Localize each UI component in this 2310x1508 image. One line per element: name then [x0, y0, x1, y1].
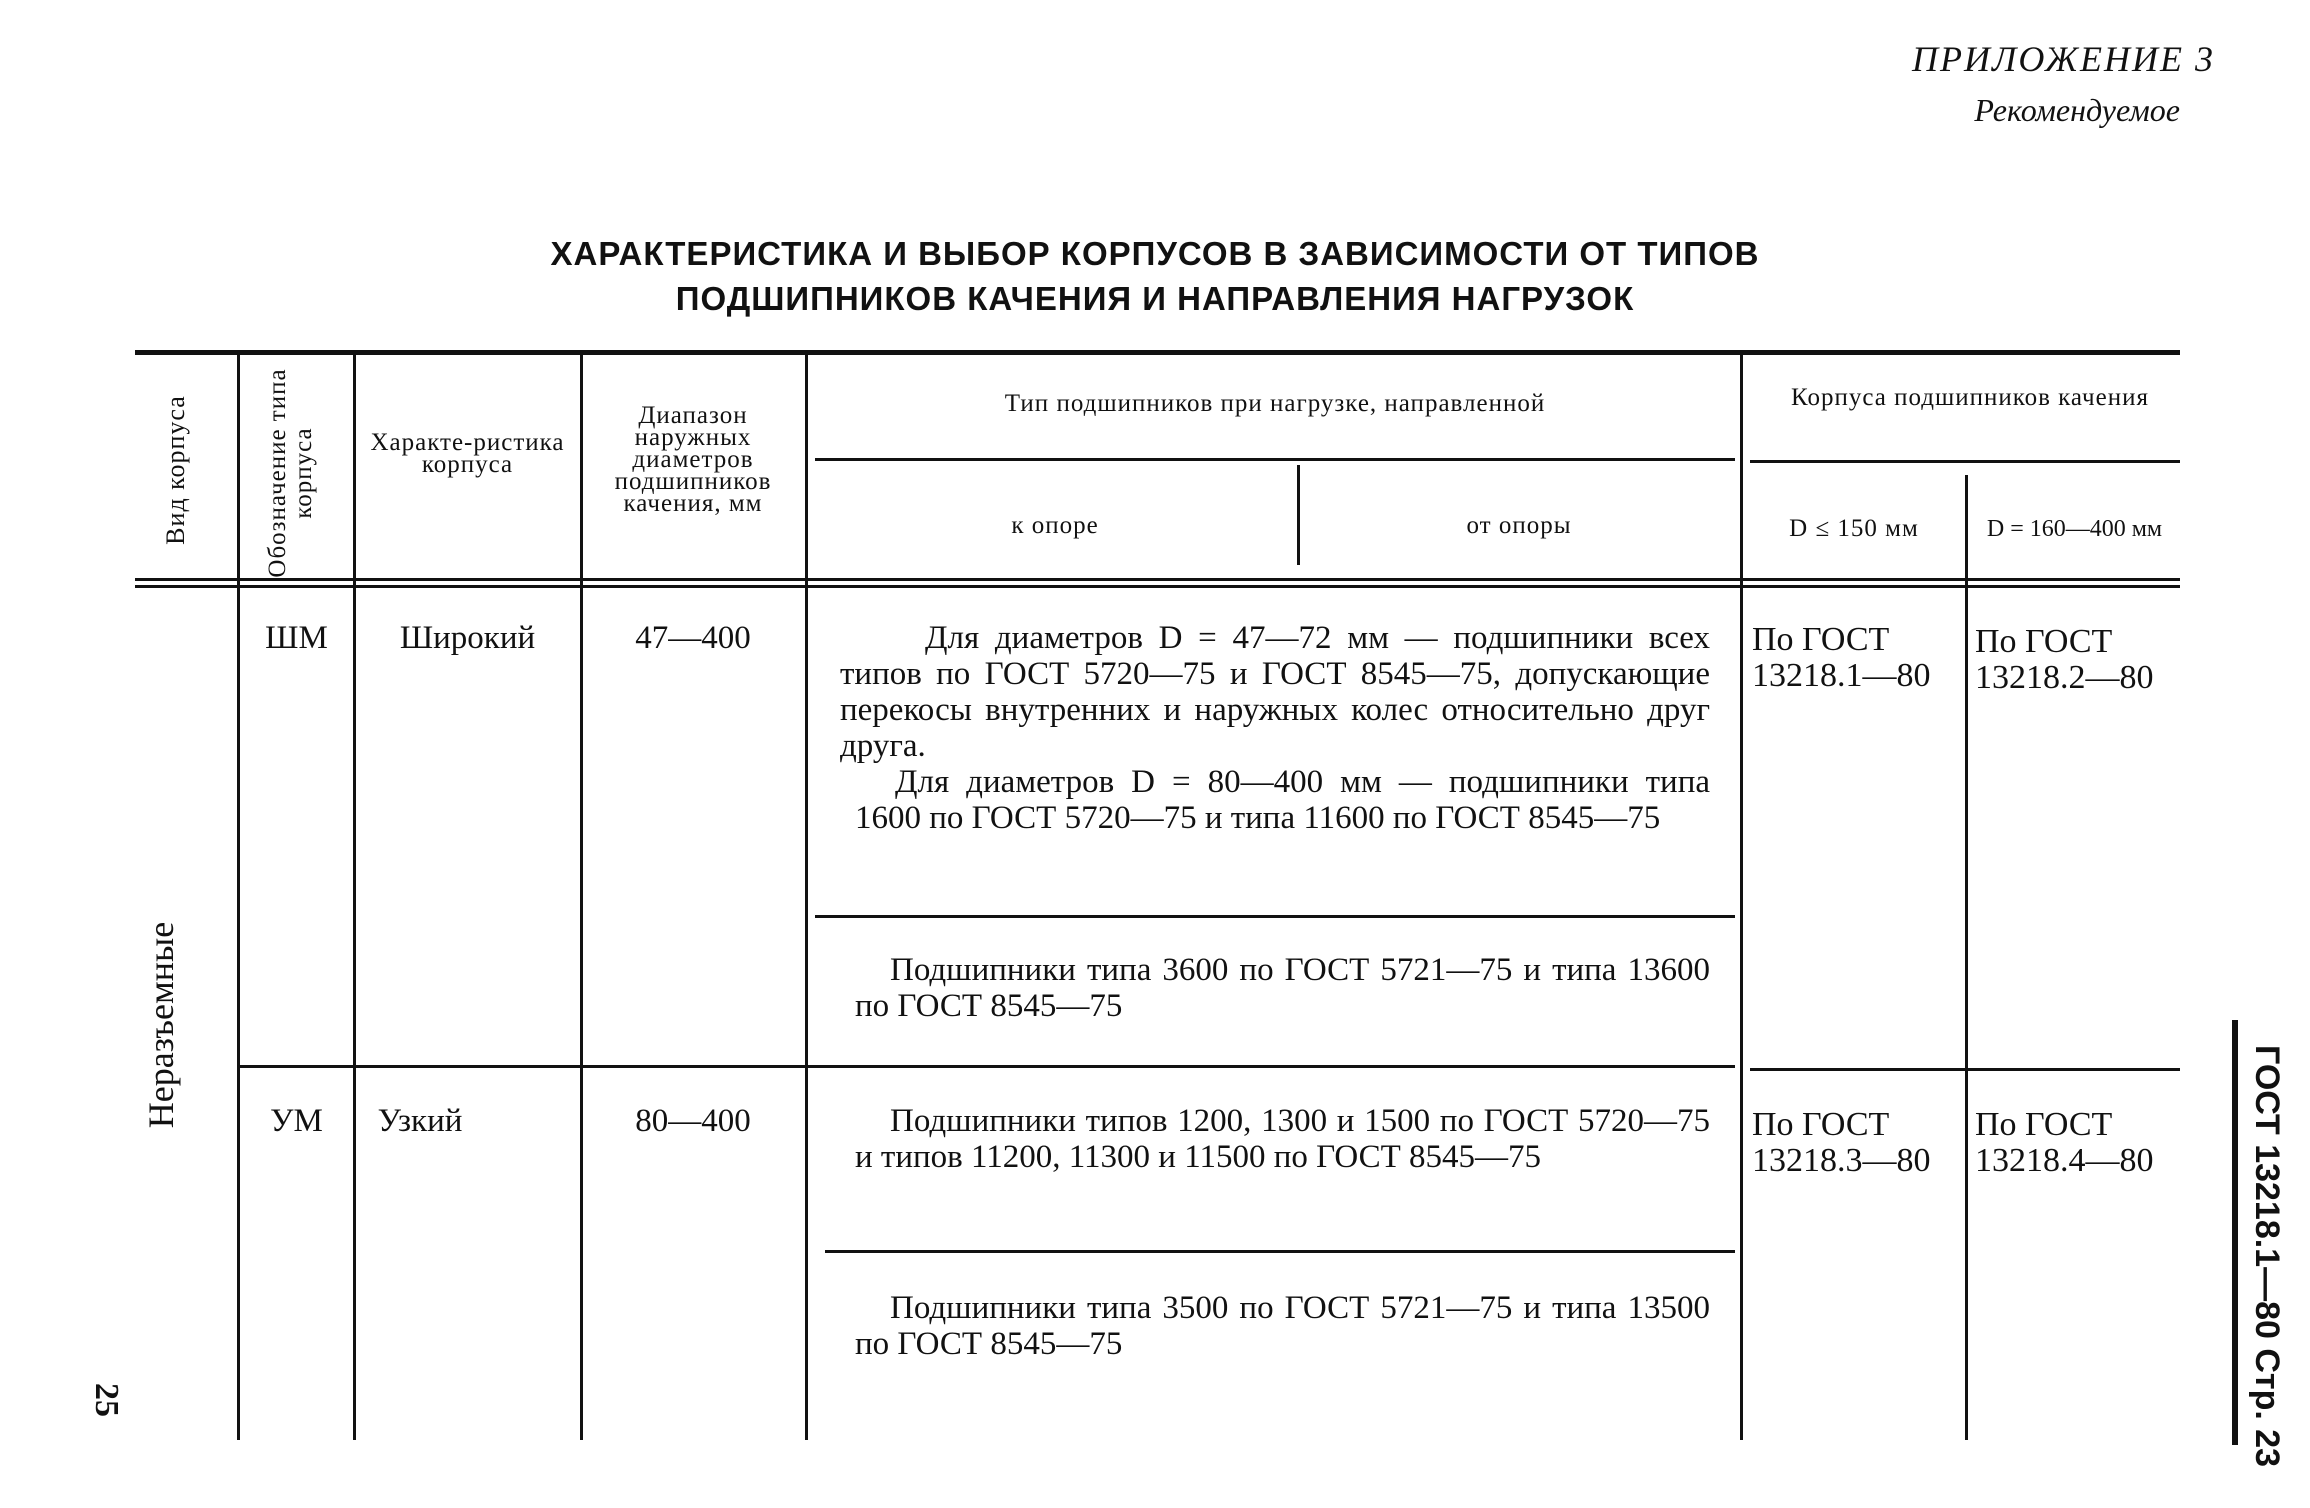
rule-row-divider — [240, 1065, 1735, 1068]
page-title-line2: ПОДШИПНИКОВ КАЧЕНИЯ И НАПРАВЛЕНИЯ НАГРУЗОК — [675, 280, 1635, 317]
rule-row1-split — [815, 915, 1735, 918]
side-rule — [2232, 1020, 2238, 1445]
rule-header-bottom — [135, 578, 2180, 581]
col-line-4 — [805, 355, 808, 1440]
row2-text1: Подшипники типов 1200, 1300 и 1500 по ГОСТ 5720—75 и типов 11200, 11300 и 11500 по ГОСТ 8545—75 — [855, 1103, 1710, 1175]
rule-row2-split — [825, 1250, 1735, 1253]
rule-housing-sub — [1750, 460, 2180, 463]
row1-range: 47—400 — [635, 620, 751, 656]
col-line-5 — [1740, 355, 1743, 1440]
header-d-small: D ≤ 150 мм — [1789, 515, 1919, 542]
header-char: Характе-ристика корпуса — [370, 429, 565, 478]
header-type-load: Тип подшипников при нагрузке, направленной — [1004, 390, 1546, 417]
header-d-large: D = 160—400 мм — [1986, 516, 2163, 542]
header-to-support: к опоре — [1011, 512, 1099, 539]
header-from-support: от опоры — [1466, 512, 1572, 539]
header-oboz: Обозначение типа корпуса — [264, 368, 317, 578]
row1-housing-small: По ГОСТ 13218.1—80 — [1752, 621, 1931, 694]
row1-housing-large: По ГОСТ 13218.2—80 — [1975, 623, 2154, 696]
row1-text1a: Для диаметров D = 47—72 мм — подшипники всех типов по ГОСТ 5720—75 и ГОСТ 8545—75, допускающие перекосы внутренних и наружных колес относительно друг друга. — [840, 620, 1710, 764]
appendix-status: Рекомендуемое — [1974, 92, 2180, 128]
appendix-label: ПРИЛОЖЕНИЕ 3 — [1912, 39, 2215, 79]
col-line-6 — [1965, 475, 1968, 1440]
row2-housing-large: По ГОСТ 13218.4—80 — [1975, 1106, 2154, 1179]
page-title-line1: ХАРАКТЕРИСТИКА И ВЫБОР КОРПУСОВ В ЗАВИСИМОСТИ ОТ ТИПОВ — [550, 235, 1760, 272]
col-line-1 — [237, 355, 240, 1440]
row2-text2: Подшипники типа 3500 по ГОСТ 5721—75 и типа 13500 по ГОСТ 8545—75 — [855, 1290, 1710, 1362]
header-vid: Вид корпуса — [161, 395, 190, 545]
header-housings: Корпуса подшипников качения — [1791, 384, 2149, 411]
row1-text2: Подшипники типа 3600 по ГОСТ 5721—75 и типа 13600 по ГОСТ 8545—75 — [855, 952, 1710, 1024]
group-label: Неразъемные — [141, 921, 181, 1129]
page-number: 25 — [88, 1383, 125, 1417]
row1-code: ШМ — [265, 620, 328, 656]
table-top-rule — [135, 350, 2180, 355]
row2-char: Узкий — [377, 1103, 463, 1139]
header-range: Диапазон наружных диаметров подшипников качения, мм — [614, 402, 772, 517]
col-line-3 — [580, 355, 583, 1440]
col-line-2 — [353, 355, 356, 1440]
row2-range: 80—400 — [635, 1103, 751, 1139]
row2-code: УМ — [270, 1103, 323, 1139]
side-label: ГОСТ 13218.1—80 Стр. 23 — [2248, 1045, 2286, 1468]
row1-text1b: Для диаметров D = 80—400 мм — подшипники типа 1600 по ГОСТ 5720—75 и типа 11600 по ГОСТ 8545—75 — [855, 764, 1710, 836]
row1-char: Широкий — [399, 620, 536, 656]
rule-header-bottom-2 — [135, 585, 2180, 588]
row2-housing-small: По ГОСТ 13218.3—80 — [1752, 1106, 1931, 1179]
rule-type-sub — [815, 458, 1735, 461]
